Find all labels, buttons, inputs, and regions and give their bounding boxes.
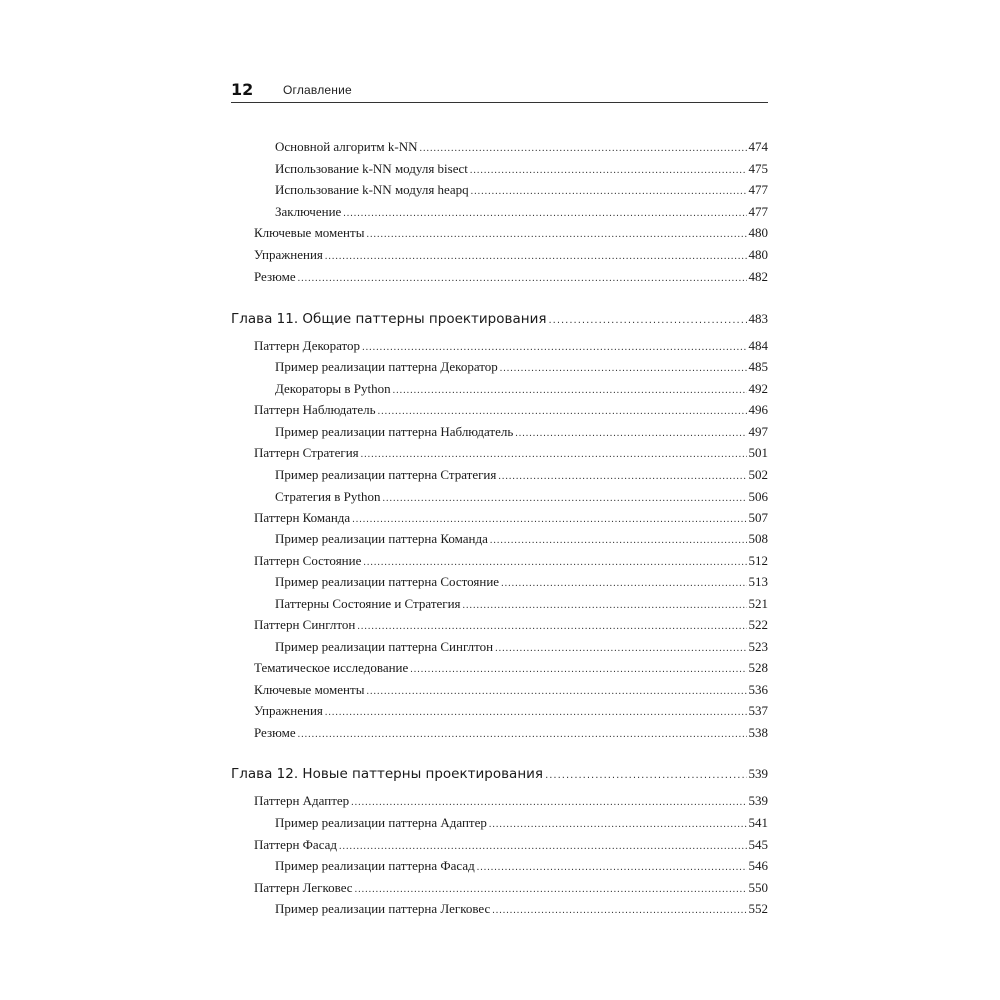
toc-page-number: 484 [748, 338, 768, 353]
toc-leader-dots [363, 554, 746, 572]
toc-entry-row [275, 488, 768, 506]
toc-entry-title: Паттерн Легковес [254, 880, 353, 895]
toc-leader-dots [498, 468, 746, 486]
toc-page-number: 506 [748, 489, 768, 504]
toc-page-number: 502 [748, 467, 768, 482]
toc-page-number: 528 [748, 660, 768, 675]
running-title: Оглавление [283, 83, 352, 97]
toc-leader-dots [351, 794, 746, 812]
toc-entry-title: Глава 12. Новые паттерны проектирования [231, 766, 544, 782]
toc-leader-dots [298, 726, 747, 744]
toc-leader-dots [470, 162, 747, 180]
toc-entry-title: Ключевые моменты [254, 682, 365, 697]
toc-entry-row [275, 181, 768, 199]
toc-entry-title: Использование k-NN модуля bisect [275, 161, 468, 176]
toc-leader-dots [471, 183, 747, 201]
toc-entry-row [275, 160, 768, 178]
toc-page-number: 480 [748, 225, 768, 240]
toc-leader-dots [420, 140, 747, 158]
toc-entry-title: Тематическое исследование [254, 660, 409, 675]
toc-entry-title: Паттерн Команда [254, 510, 351, 525]
toc-page-number: 477 [748, 182, 768, 197]
toc-entry-title: Пример реализации паттерна Наблюдатель [275, 424, 514, 439]
toc-entry-title: Паттерн Наблюдатель [254, 402, 376, 417]
toc-entry-title: Стратегия в Python [275, 489, 381, 504]
toc-leader-dots [548, 312, 746, 330]
toc-leader-dots [489, 816, 747, 834]
toc-page-number: 474 [748, 139, 768, 154]
toc-leader-dots [325, 248, 747, 266]
toc-entry-row [254, 224, 768, 242]
toc-entry-row [275, 638, 768, 656]
toc-entry-title: Пример реализации паттерна Адаптер [275, 815, 487, 830]
toc-entry-title: Пример реализации паттерна Стратегия [275, 467, 497, 482]
toc-entry-row [254, 509, 768, 527]
toc-entry-title: Паттерн Декоратор [254, 338, 361, 353]
toc-page-number: 492 [748, 381, 768, 396]
toc-entry-title: Пример реализации паттерна Команда [275, 531, 488, 546]
toc-entry-row [254, 702, 768, 720]
toc-leader-dots [382, 490, 746, 508]
toc-entry-title: Пример реализации паттерна Состояние [275, 574, 500, 589]
toc-entry-row [254, 552, 768, 570]
toc-entry-row [275, 595, 768, 613]
toc-page-number: 501 [748, 445, 768, 460]
toc-entry-row [254, 337, 768, 355]
toc-entry-title: Упражнения [254, 703, 323, 718]
toc-entry-row [275, 380, 768, 398]
toc-leader-dots [357, 618, 746, 636]
toc-page-number: 552 [748, 901, 768, 916]
toc-leader-dots [463, 597, 747, 615]
toc-entry-row [254, 616, 768, 634]
toc-leader-dots [298, 270, 747, 288]
toc-entry-row [254, 724, 768, 742]
toc-entry-title: Паттерн Состояние [254, 553, 362, 568]
toc-entry-title: Резюме [254, 725, 296, 740]
toc-page-number: 482 [748, 269, 768, 284]
toc-entry-row [275, 573, 768, 591]
toc-leader-dots [393, 382, 747, 400]
toc-page-number: 485 [748, 359, 768, 374]
toc-leader-dots [366, 226, 746, 244]
toc-page-number: 539 [748, 793, 768, 808]
toc-leader-dots [355, 881, 747, 899]
toc-entry-title: Заключение [275, 204, 342, 219]
toc-leader-dots [490, 532, 747, 550]
toc-page-number: 512 [748, 553, 768, 568]
toc-entry-row [254, 792, 768, 810]
toc-entry-title: Использование k-NN модуля heapq [275, 182, 469, 197]
toc-entry-title: Декораторы в Python [275, 381, 391, 396]
toc-entry-title: Паттерны Состояние и Стратегия [275, 596, 461, 611]
toc-leader-dots [343, 205, 746, 223]
toc-page-number: 545 [748, 837, 768, 852]
toc-page-number: 480 [748, 247, 768, 262]
toc-entry-row [254, 659, 768, 677]
toc-leader-dots [495, 640, 746, 658]
toc-entry-row [275, 466, 768, 484]
toc-page-number: 521 [748, 596, 768, 611]
toc-entry-title: Пример реализации паттерна Синглтон [275, 639, 494, 654]
toc-leader-dots [545, 767, 746, 785]
toc-page-number: 496 [748, 402, 768, 417]
toc-page-number: 541 [748, 815, 768, 830]
toc-leader-dots [361, 446, 747, 464]
toc-entry-title: Ключевые моменты [254, 225, 365, 240]
toc-page-number: 550 [748, 880, 768, 895]
toc-entry-row [254, 401, 768, 419]
toc-entry-row [254, 268, 768, 286]
toc-entry-title: Основной алгоритм k-NN [275, 139, 418, 154]
toc-entry-row [254, 879, 768, 897]
toc-entry-row [275, 814, 768, 832]
toc-page-number: 537 [748, 703, 768, 718]
toc-entry-title: Пример реализации паттерна Легковес [275, 901, 491, 916]
toc-entry-title: Глава 11. Общие паттерны проектирования [231, 311, 547, 327]
toc-page-number: 539 [748, 766, 768, 781]
toc-leader-dots [492, 902, 746, 920]
toc-page-number: 538 [748, 725, 768, 740]
page-number: 12 [231, 80, 254, 99]
toc-page-number: 513 [748, 574, 768, 589]
toc-leader-dots [339, 838, 746, 856]
toc-entry-row [254, 836, 768, 854]
toc-entry-row [275, 857, 768, 875]
toc-leader-dots [378, 403, 747, 421]
toc-entry-row [254, 444, 768, 462]
toc-page-number: 536 [748, 682, 768, 697]
toc-leader-dots [410, 661, 746, 679]
toc-page-number: 497 [748, 424, 768, 439]
toc-page-number: 523 [748, 639, 768, 654]
toc-entry-title: Паттерн Синглтон [254, 617, 356, 632]
toc-page-number: 477 [748, 204, 768, 219]
toc-entry-row [275, 423, 768, 441]
toc-chapter-row [231, 310, 768, 328]
toc-leader-dots [515, 425, 746, 443]
toc-entry-title: Паттерн Адаптер [254, 793, 350, 808]
toc-page-number: 475 [748, 161, 768, 176]
toc-leader-dots [362, 339, 746, 357]
toc-leader-dots [500, 360, 747, 378]
toc-leader-dots [352, 511, 746, 529]
toc-leader-dots [501, 575, 746, 593]
toc-entry-title: Паттерн Стратегия [254, 445, 359, 460]
toc-page-number: 483 [748, 311, 768, 326]
toc-entry-row [275, 138, 768, 156]
toc-page-number: 546 [748, 858, 768, 873]
toc-entry-title: Резюме [254, 269, 296, 284]
toc-leader-dots [366, 683, 746, 701]
toc-entry-row [254, 246, 768, 264]
toc-entry-title: Пример реализации паттерна Декоратор [275, 359, 498, 374]
toc-entry-row [275, 530, 768, 548]
toc-entry-row [275, 900, 768, 918]
toc-entry-title: Упражнения [254, 247, 323, 262]
toc-page-number: 508 [748, 531, 768, 546]
toc-leader-dots [477, 859, 747, 877]
toc-page-number: 507 [748, 510, 768, 525]
toc-entry-row [254, 681, 768, 699]
page-header [231, 80, 768, 103]
toc-entry-row [275, 203, 768, 221]
toc-page-number: 522 [748, 617, 768, 632]
toc-entry-title: Пример реализации паттерна Фасад [275, 858, 475, 873]
toc-entry-row [275, 358, 768, 376]
toc-leader-dots [325, 704, 747, 722]
toc-chapter-row [231, 765, 768, 783]
toc-entry-title: Паттерн Фасад [254, 837, 338, 852]
